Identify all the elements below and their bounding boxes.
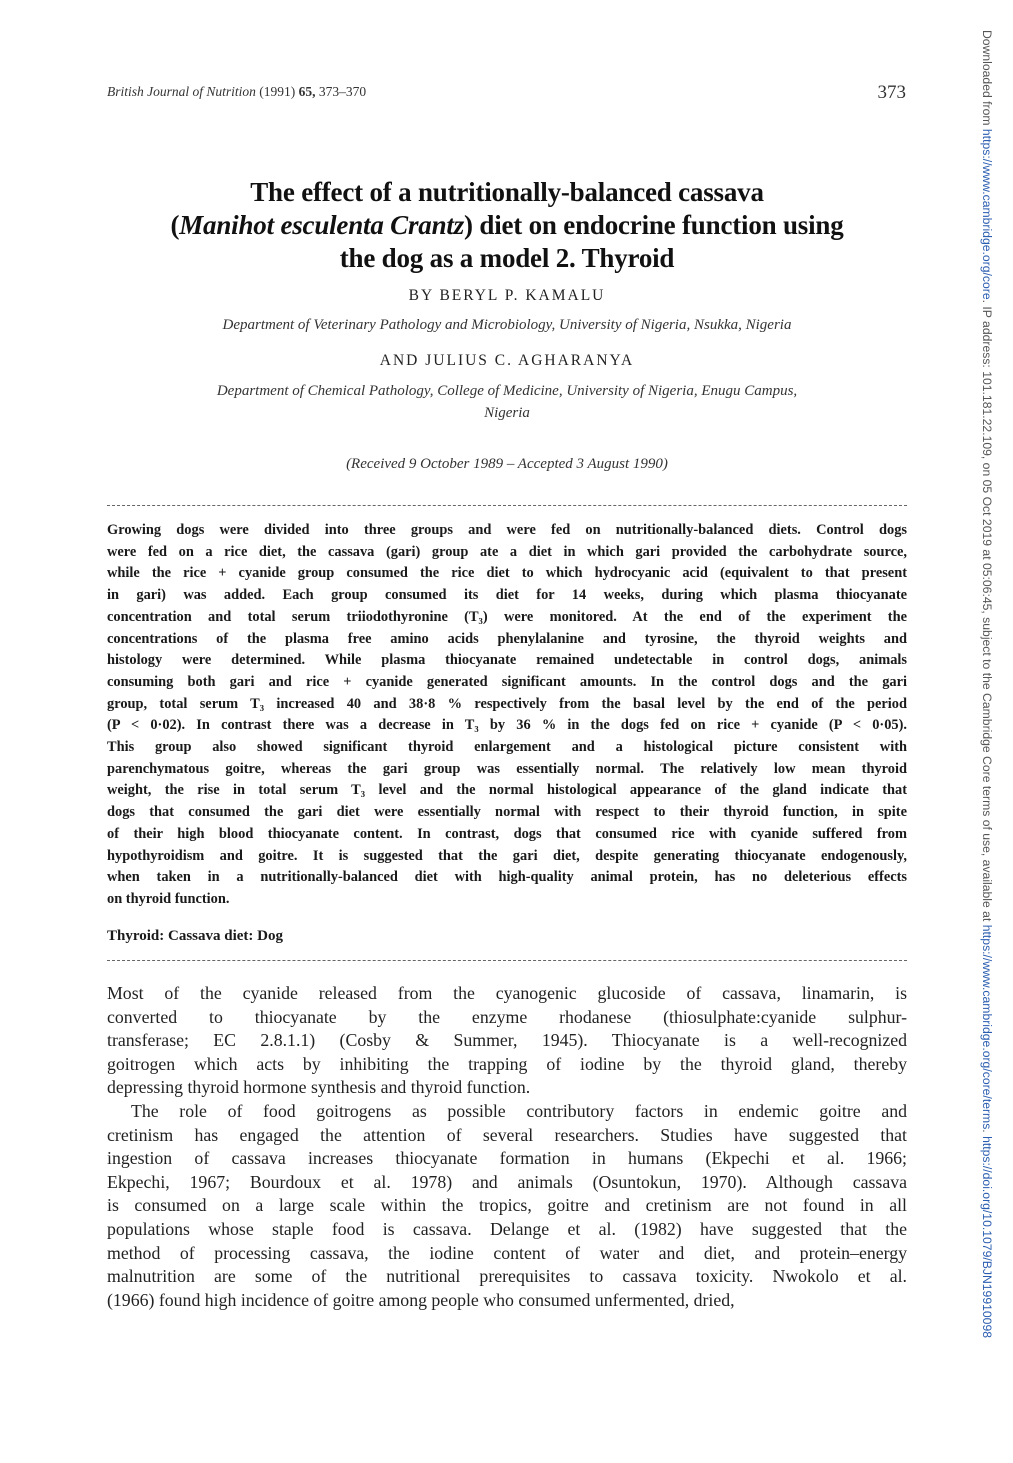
abstract-line: were fed on a rice diet, the cassava (gari) group ate a diet in which gari provided the carbohydrate source,: [107, 543, 907, 560]
abstract-line: on thyroid function.: [107, 890, 230, 907]
abstract-line: weight, the rise in total serum T₃ level and the normal histological appearance of the gland indicate that: [107, 782, 907, 799]
abstract-line: parenchymatous goitre, whereas the gari group was essentially normal. The relatively low mean thyroid: [107, 760, 907, 777]
abstract-line: Growing dogs were divided into three groups and were fed on nutritionally-balanced diets. Control dogs: [107, 522, 907, 538]
abstract-line: of their high blood thiocyanate content. In contrast, dogs that consumed rice with cyanide suffered from: [107, 825, 907, 842]
body-line: goitrogen which acts by inhibiting the trapping of iodine by the thyroid gland, thereby: [107, 1053, 907, 1074]
abstract-line: histology were determined. While plasma thiocyanate remained undetectable in control dogs, animals: [107, 652, 907, 669]
article-title: [107, 176, 907, 275]
abstract-line: while the rice + cyanide group consumed the rice diet to which hydrocyanic acid (equivalent to that present: [107, 565, 907, 582]
author-2: AND JULIUS C. AGHARANYA: [379, 352, 635, 369]
affiliation-2: [107, 380, 907, 424]
abstract-bottom-rule: [107, 960, 907, 961]
species-name: Manihot esculenta Crantz: [179, 210, 465, 240]
journal-year: (1991): [259, 84, 296, 99]
journal-volume: 65,: [298, 84, 316, 99]
abstract-line: consuming both gari and rice + cyanide generated significant amounts. In the control dogs and the gari: [107, 673, 907, 690]
body-line: populations whose staple food is cassava. Delange et al. (1982) have suggested that the: [107, 1218, 907, 1239]
title-line-1: The effect of a nutritionally-balanced cassava: [250, 177, 764, 207]
notice-link-doi[interactable]: https://doi.org/10.1079/BJN19910098: [980, 1136, 994, 1338]
body-line: (1966) found high incidence of goitre among people who consumed unfermented, dried,: [107, 1289, 735, 1310]
body-line: Ekpechi, 1967; Bourdoux et al. 1978) and animals (Osuntokun, 1970). Although cassava: [107, 1171, 907, 1192]
title-line-2-rest: ) diet on endocrine function using: [464, 210, 844, 240]
keywords: Thyroid: Cassava diet: Dog: [107, 928, 283, 944]
affiliation-1: [107, 314, 907, 336]
body-line: converted to thiocyanate by the enzyme rhodanese (thiosulphate:cyanide sulphur-: [107, 1006, 907, 1027]
abstract: [107, 520, 907, 911]
abstract-line: (P < 0·02). In contrast there was a decrease in T₃ by 36 % in the dogs fed on rice + cyanide (P < 0·05).: [107, 717, 907, 734]
notice-middle: . IP address: 101.181.22.109, on 05 Oct 2019 at 05:06:45, subject to the Cambridge Core terms of use, available at: [980, 299, 994, 925]
body-line: cretinism has engaged the attention of several researchers. Studies have suggested that: [107, 1124, 907, 1145]
download-notice-text: [980, 30, 994, 1338]
page-number: 373: [877, 82, 906, 103]
running-header: [107, 84, 907, 106]
affiliation-2-line-2: Nigeria: [484, 405, 530, 421]
notice-sep: .: [980, 1129, 994, 1137]
download-notice: [978, 30, 998, 1430]
body-line: transferase; EC 2.8.1.1) (Cosby & Summer, 1945). Thiocyanate is a well-recognized: [107, 1030, 907, 1051]
body-line: ingestion of cassava increases thiocyanate formation in humans (Ekpechi et al. 1966;: [107, 1148, 907, 1169]
title-line-2: [107, 209, 907, 242]
body-paragraph-1: [107, 982, 907, 1100]
body-line: is consumed on a large scale within the tropics, goitre and cretinism are not found in all: [107, 1195, 907, 1216]
abstract-line: concentrations of the plasma free amino acids phenylalanine and tyrosine, the thyroid weights and: [107, 630, 907, 647]
author-1: BY BERYL P. KAMALU: [408, 287, 606, 304]
body-paragraph-2: [107, 1100, 907, 1312]
notice-link-core[interactable]: https://www.cambridge.org/core: [980, 128, 994, 300]
body-line: depressing thyroid hormone synthesis and thyroid function.: [107, 1077, 531, 1098]
abstract-line: hypothyroidism and goitre. It is suggested that the gari diet, despite generating thiocyanate endogenously,: [107, 847, 907, 864]
journal-name: British Journal of Nutrition: [107, 84, 256, 99]
abstract-line: in gari) was added. Each group consumed its diet for 14 weeks, during which plasma thiocyanate: [107, 587, 907, 604]
notice-link-terms[interactable]: https://www.cambridge.org/core/terms: [980, 924, 994, 1130]
journal-pages: 373–370: [318, 84, 367, 99]
affiliation-1-text: Department of Veterinary Pathology and Microbiology, University of Nigeria, Nsukka, Nigeria: [222, 317, 792, 333]
abstract-line: dogs that consumed the gari diet were essentially normal with respect to their thyroid function, in spite: [107, 804, 907, 821]
notice-prefix: Downloaded from: [980, 30, 994, 129]
abstract-top-rule: [107, 505, 907, 506]
body-line: malnutrition are some of the nutritional prerequisites to cassava toxicity. Nwokolo et al.: [107, 1266, 907, 1287]
title-paren: (: [170, 210, 180, 240]
affiliation-2-line-1: Department of Chemical Pathology, College of Medicine, University of Nigeria, Enugu Campus,: [216, 383, 798, 399]
received-dates: (Received 9 October 1989 – Accepted 3 August 1990): [346, 456, 668, 472]
body-line: The role of food goitrogens as possible contributory factors in endemic goitre and: [131, 1101, 907, 1121]
body-line: method of processing cassava, the iodine content of water and diet, and protein–energy: [107, 1242, 907, 1263]
title-line-3: the dog as a model 2. Thyroid: [339, 243, 675, 273]
abstract-line: concentration and total serum triiodothyronine (T₃) were monitored. At the end of the experiment the: [107, 608, 907, 625]
abstract-line: when taken in a nutritionally-balanced diet with high-quality animal protein, has no deleterious effects: [107, 869, 907, 886]
body-line: Most of the cyanide released from the cyanogenic glucoside of cassava, linamarin, is: [107, 983, 907, 1003]
abstract-line: group, total serum T₃ increased 40 and 38·8 % respectively from the basal level by the end of the period: [107, 695, 907, 712]
abstract-line: This group also showed significant thyroid enlargement and a histological picture consistent with: [107, 739, 907, 756]
